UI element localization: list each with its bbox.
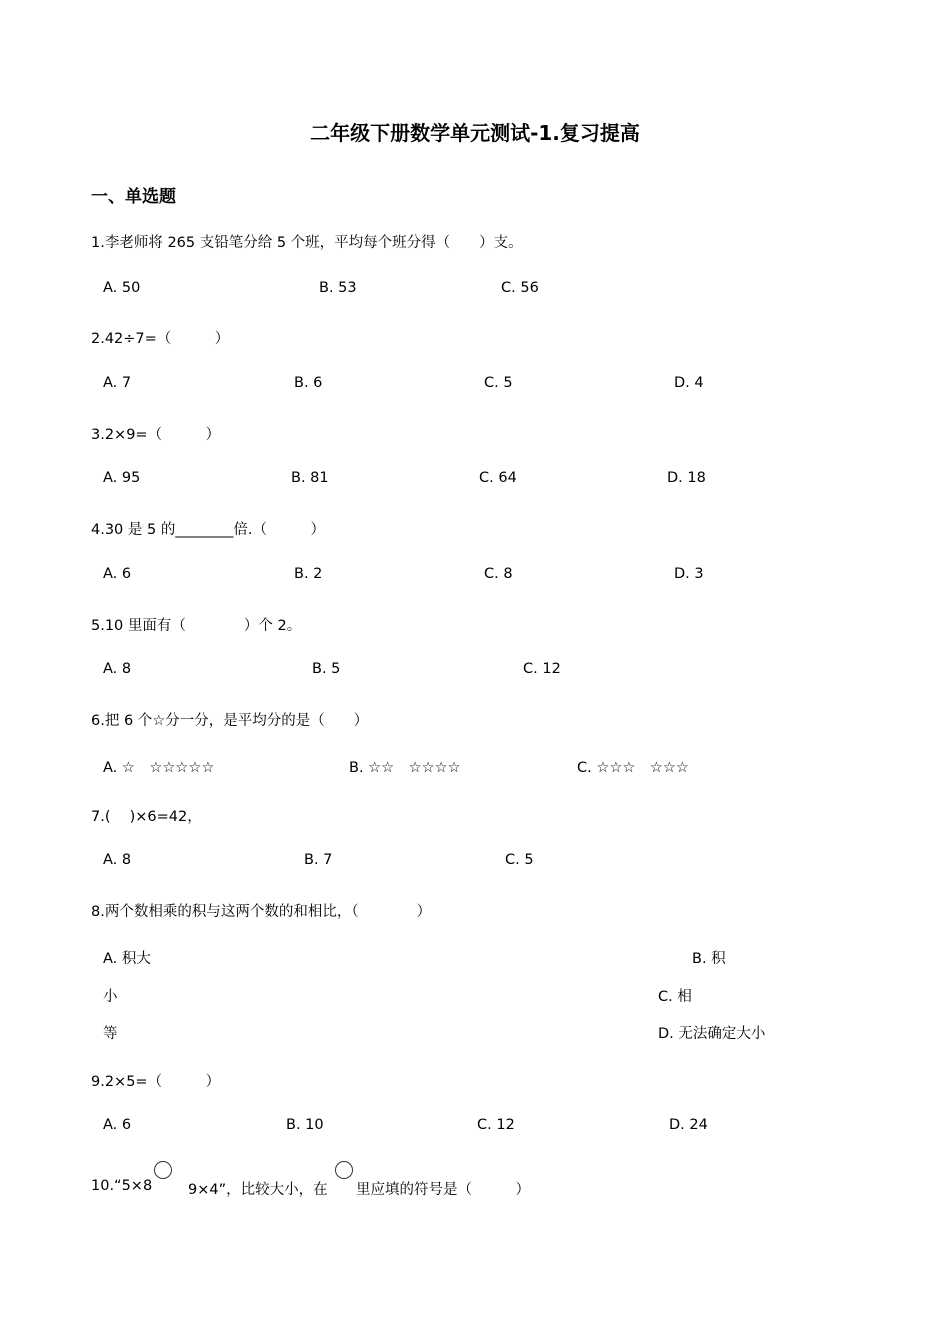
question-6-stem: 6.把 6 个☆分一分，是平均分的是（ ） — [91, 713, 369, 729]
question-7-option-b[interactable]: B. 7 — [304, 852, 333, 868]
question-9-option-d[interactable]: D. 24 — [669, 1117, 708, 1133]
question-9-stem: 9.2×5=（ ） — [91, 1074, 221, 1090]
question-4-option-d[interactable]: D. 3 — [674, 566, 704, 582]
question-10-stem-part-3: 里应填的符号是（ ） — [356, 1182, 530, 1198]
question-7-option-a[interactable]: A. 8 — [103, 852, 132, 868]
question-1-option-c[interactable]: C. 56 — [501, 280, 539, 296]
question-8-option-d[interactable]: D. 无法确定大小 — [658, 1026, 766, 1042]
compare-circle-icon — [154, 1161, 172, 1179]
question-5-stem: 5.10 里面有（ ）个 2。 — [91, 618, 302, 634]
question-2-stem: 2.42÷7=（ ） — [91, 331, 230, 347]
question-6-option-b[interactable]: B. ☆☆ ☆☆☆☆ — [349, 760, 461, 776]
question-3-option-a[interactable]: A. 95 — [103, 470, 141, 486]
question-3-option-d[interactable]: D. 18 — [667, 470, 706, 486]
question-6-option-c[interactable]: C. ☆☆☆ ☆☆☆ — [577, 760, 689, 776]
question-4-option-c[interactable]: C. 8 — [484, 566, 513, 582]
question-10-stem-part-1: 10.“5×8 — [91, 1178, 153, 1194]
question-8-option-a[interactable]: A. 积大 — [103, 951, 151, 967]
question-2-option-d[interactable]: D. 4 — [674, 375, 704, 391]
page-title: 二年级下册数学单元测试-1.复习提高 — [310, 121, 640, 145]
question-8-option-b-wrap: 小 — [103, 989, 118, 1005]
question-8-option-b[interactable]: B. 积 — [692, 951, 726, 967]
compare-circle-icon — [335, 1161, 353, 1179]
section-heading: 一、单选题 — [91, 187, 176, 207]
question-5-option-b[interactable]: B. 5 — [312, 661, 341, 677]
question-5-option-a[interactable]: A. 8 — [103, 661, 132, 677]
question-9-option-a[interactable]: A. 6 — [103, 1117, 132, 1133]
question-2-option-a[interactable]: A. 7 — [103, 375, 132, 391]
question-2-option-c[interactable]: C. 5 — [484, 375, 513, 391]
question-4-option-b[interactable]: B. 2 — [294, 566, 323, 582]
question-4-stem: 4.30 是 5 的________倍.（ ） — [91, 522, 325, 538]
question-6-option-a[interactable]: A. ☆ ☆☆☆☆☆ — [103, 760, 215, 776]
question-8-option-c[interactable]: C. 相 — [658, 989, 692, 1005]
question-7-stem: 7.( )×6=42， — [91, 809, 202, 825]
question-2-option-b[interactable]: B. 6 — [294, 375, 323, 391]
question-8-stem: 8.两个数相乘的积与这两个数的和相比，（ ） — [91, 904, 432, 920]
question-3-option-b[interactable]: B. 81 — [291, 470, 329, 486]
question-7-option-c[interactable]: C. 5 — [505, 852, 534, 868]
question-1-option-a[interactable]: A. 50 — [103, 280, 141, 296]
question-9-option-c[interactable]: C. 12 — [477, 1117, 515, 1133]
question-1-stem: 1.李老师将 265 支铅笔分给 5 个班，平均每个班分得（ ）支。 — [91, 235, 523, 251]
question-9-option-b[interactable]: B. 10 — [286, 1117, 324, 1133]
question-10-stem-part-2: 9×4”，比较大小，在 — [188, 1182, 328, 1198]
question-5-option-c[interactable]: C. 12 — [523, 661, 561, 677]
question-8-option-c-wrap: 等 — [103, 1026, 118, 1042]
question-4-option-a[interactable]: A. 6 — [103, 566, 132, 582]
question-3-option-c[interactable]: C. 64 — [479, 470, 517, 486]
question-3-stem: 3.2×9=（ ） — [91, 427, 221, 443]
question-1-option-b[interactable]: B. 53 — [319, 280, 357, 296]
